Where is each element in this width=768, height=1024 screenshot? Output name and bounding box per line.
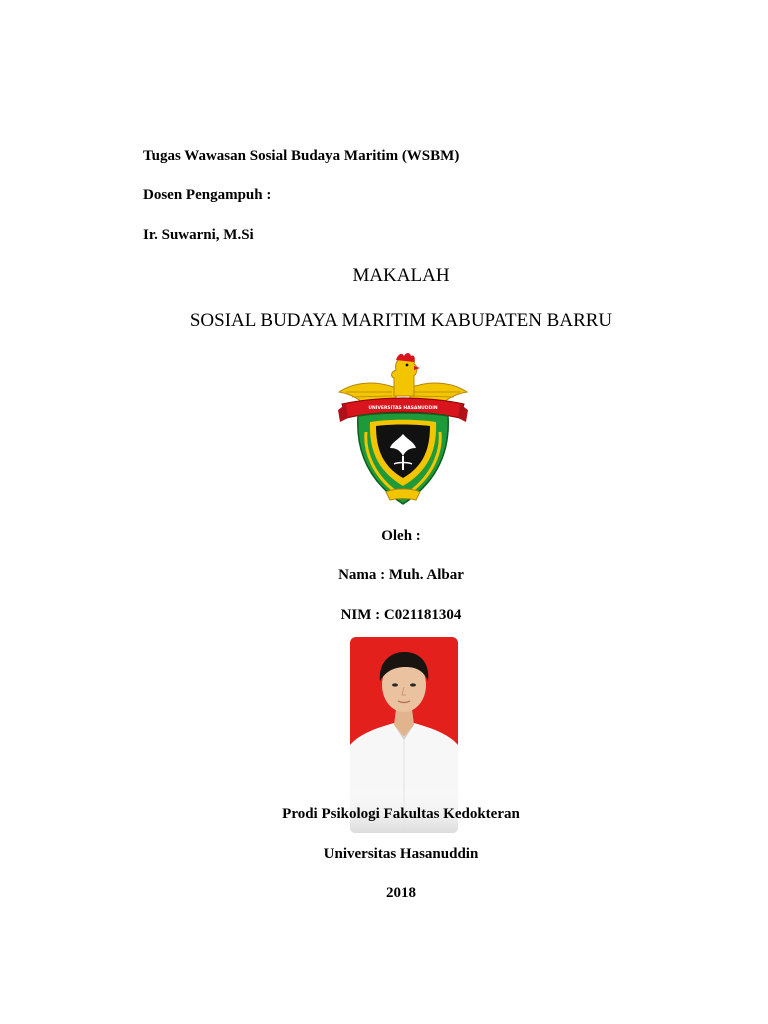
emblem-ribbon-text: UNIVERSITAS HASANUDDIN [368,406,438,411]
student-name: Nama : Muh. Albar [338,567,464,583]
university-name: Universitas Hasanuddin [323,846,479,862]
by-label: Oleh : [381,528,421,544]
course-title: Tugas Wawasan Sosial Budaya Maritim (WSBM) [143,148,460,164]
year: 2018 [386,885,416,901]
study-program: Prodi Psikologi Fakultas Kedokteran [282,806,520,822]
university-emblem-icon [336,352,470,508]
lecturer-label: Dosen Pengampuh : [143,187,272,203]
student-nim: NIM : C021181304 [340,607,462,623]
document-type: MAKALAH [352,265,450,286]
lecturer-name: Ir. Suwarni, M.Si [143,227,254,243]
document-title: SOSIAL BUDAYA MARITIM KABUPATEN BARRU [189,310,613,331]
student-portrait-photo [350,637,458,833]
